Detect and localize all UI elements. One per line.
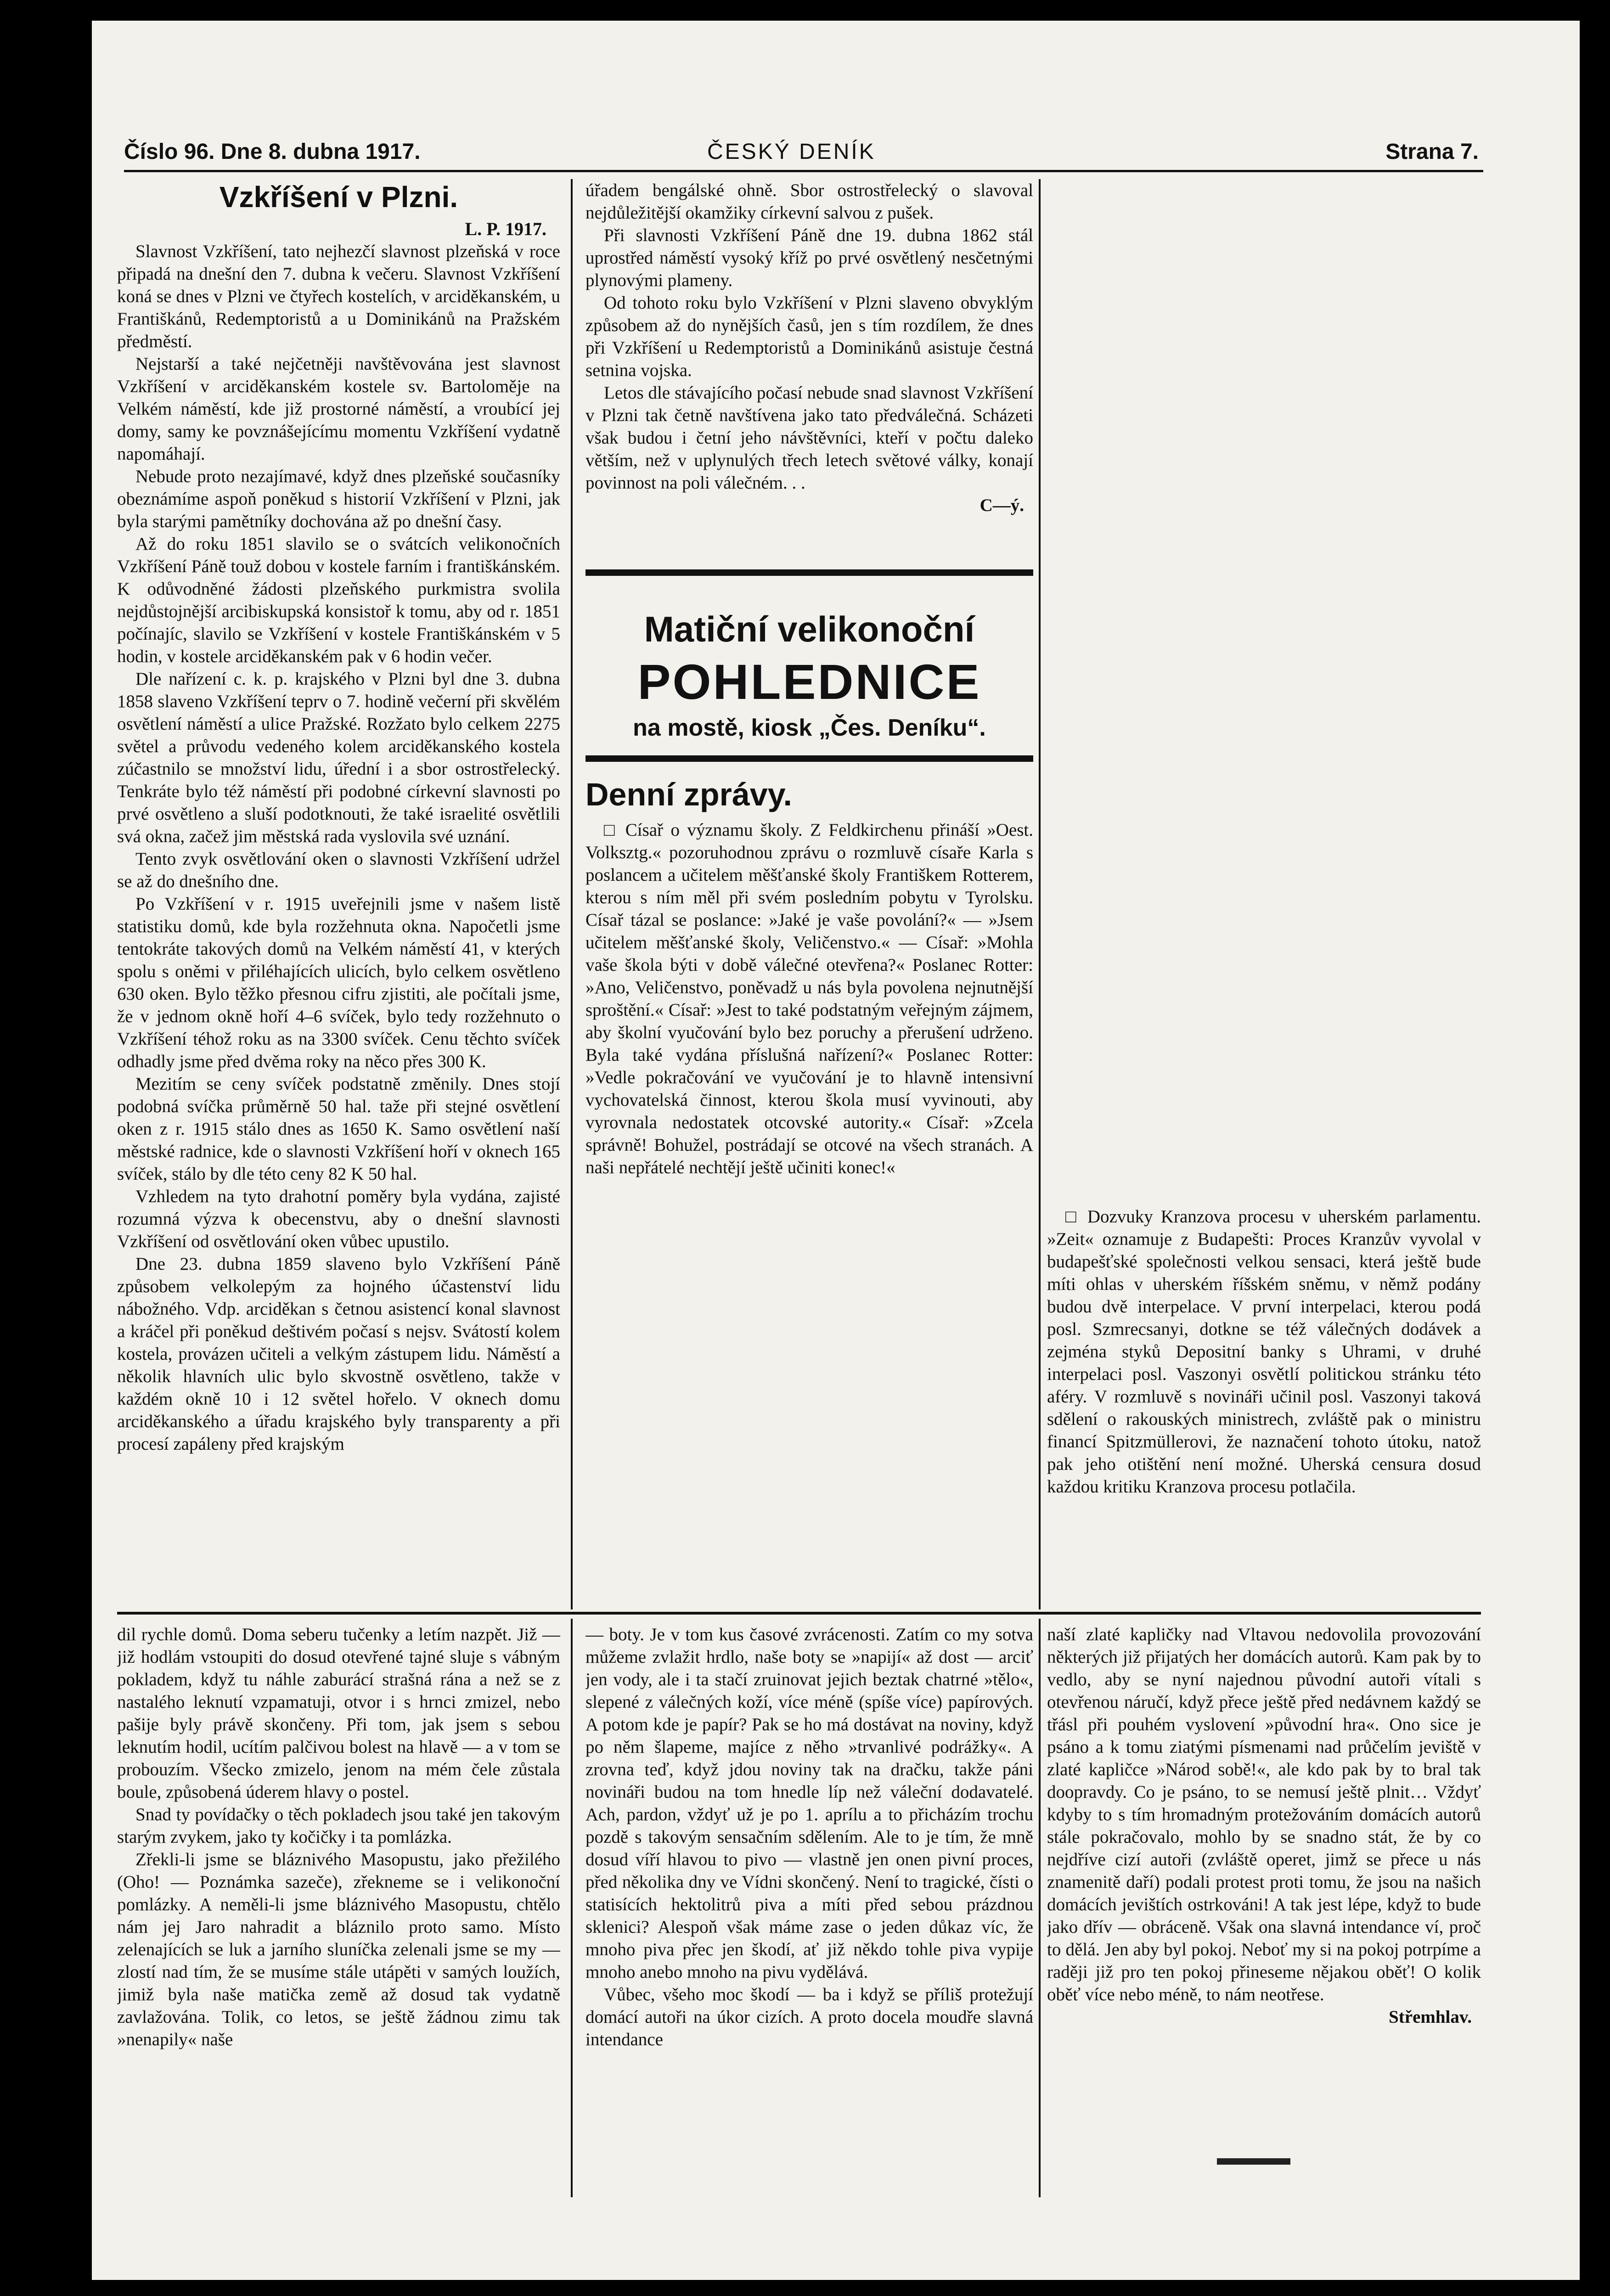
column-divider <box>571 1619 573 2197</box>
article-title: Vzkříšení v Plzni. <box>219 180 458 214</box>
paragraph: úřadem bengálské ohně. Sbor ostrostřelecký o slavoval nejdůležitější okamžiky církevní salvou z pušek. <box>585 180 1033 223</box>
article-kranz <box>1047 1205 1481 1605</box>
ad-line-3: na mostě, kiosk „Čes. Deníku“. <box>633 715 986 741</box>
paragraph: Dne 23. dubna 1859 slaveno bylo Vzkříšení Páně způsobem velkolepým za hojného účastenství lidu nábožného. Vdp. arciděkan s četnou asistencí konal slavnost a kráčel při poněkud deštivém počasí s nejsv. Svátostí kolem kostela, provázen učiteli a velkým zástupem lidu. Náměstí a několik hlavních ulic bylo skvostně osvětleno, takže v každém okně 10 i 12 světel hořelo. V oknech domu arciděkanského a úřadu krajského byly transparenty a při procesí zapáleny před krajským <box>117 1254 560 1454</box>
feuilleton-col-1 <box>117 1623 560 2197</box>
feuilleton-rule <box>117 1612 1481 1615</box>
column-divider <box>1039 179 1041 1609</box>
paragraph: Nebude proto nezajímavé, když dnes plzeňské současníky obeznámíme aspoň poněkud s historií Vzkříšení v Plzni, jak byla starými pamětníky dochována až po dnešní časy. <box>117 467 560 531</box>
advertisement <box>585 585 1033 765</box>
paragraph: Vůbec, všeho moc škodí — ba i když se příliš protežují domácí autoři na úkor cizích. A proto docela moudře slavná intendance <box>585 1985 1033 2049</box>
paragraph: Po Vzkříšení v r. 1915 uveřejnili jsme v našem listě statistiku domů, kde byla rozžehnuta okna. Napočetli jsme tentokráte takových domů na Velkém náměstí 41, v kterých spolu s oněmi v přiléhajících ulicích, bylo celkem osvětleno 630 oken. Bylo těžko přesnou cifru zjistiti, ale počítali jsme, že v jednom okně hoří 4–6 svíček, bylo tedy rozžehnuto o Vzkříšení téhož roku as na 3300 svíček. Cenu těchto svíček odhadly jsme před dvěma roky na něco přes 300 K. <box>117 894 560 1071</box>
paragraph: Mezitím se ceny svíček podstatně změnily. Dnes stojí podobná svíčka průměrně 50 hal. taže při stejné osvětlení oken z r. 1915 stálo dnes as 1650 K. Samo osvětlení naší městské radnice, kde o slavnosti Vzkříšení hoří v oknech 165 svíček, stálo by dle této ceny 82 K 50 hal. <box>117 1074 560 1184</box>
daily-news <box>585 774 1033 1371</box>
feuilleton-signature: Střemhlav. <box>1389 2007 1472 2027</box>
paragraph: Až do roku 1851 slavilo se o svátcích velikonočních Vzkříšení Páně touž dobou v kostele farním i františkánském. K odůvodněné žádosti plzeňského purkmistra svolila nejdůstojnější arcibiskupská konsistoř k tomu, aby od r. 1851 počínajíc, slavilo se Vzkříšení v kostele Františkánském v 5 hodin, v kostele arciděkanském pak v 6 hodin večer. <box>117 534 560 666</box>
article-vzkriseni-continued <box>585 179 1033 560</box>
paragraph: Slavnost Vzkříšení, tato nejhezčí slavnost plzeňská v roce připadá na dnešní den 7. dubna k večeru. Slavnost Vzkříšení koná se dnes v Plzni ve čtyřech kostelích, v arciděkanském, u Františkánů, Redemptoristů a u Dominikánů na Pražském předměstí. <box>117 242 560 351</box>
paragraph: Letos dle stávajícího počasí nebude snad slavnost Vzkříšení v Plzni tak četně navštívena jako tato předválečná. Scházeti však budou i četní jeho návštěvníci, kteří v počtu daleko větším, než v uplynulých třech letech světové války, konají povinnost na poli válečném. . . <box>585 383 1033 493</box>
newspaper-page <box>92 21 1580 2280</box>
issue-info: Číslo 96. Dne 8. dubna 1917. <box>124 140 421 164</box>
paragraph: □ Dozvuky Kranzova procesu v uherském parlamentu. »Zeit« oznamuje z Budapešti: Proces Kranzův vyvolal v budapešťské společnosti velkou sensaci, která ještě bude míti ohlas v uherském říšském sněmu, v němž podány budou dvě interpelace. V první interpelaci, kterou podá posl. Szmrecsanyi, dotkne se též válečných dodávek a zejména styků Depositní banky s Uhrami, v druhé interpelaci posl. Vaszonyi osvětlí politickou stránku této aféry. V rozmluvě s novináři učinil posl. Vaszonyi taková sdělení o rakouských ministrech, zvláště pak o ministru financí Spitzmüllerovi, že naznačení tohoto útoku, natož pak jeho otištění není možné. Uherská censura dosud každou kritiku Kranzova procesu potlačila. <box>1047 1207 1481 1497</box>
paragraph: Od tohoto roku bylo Vzkříšení v Plzni slaveno obvyklým způsobem až do nynějších časů, jen s tím rozdílem, že dnes při Vzkříšení u Redemptoristů a Dominikánů asistuje čestná setnina vojska. <box>585 293 1033 380</box>
article-signature: C—ý. <box>980 495 1024 515</box>
paragraph: — boty. Je v tom kus časové zvrácenosti. Zatím co my sotva můžeme zvlažit hrdlo, naše boty se »napijí« až dost — arciť jen vody, ale i ta stačí zruinovat jejich beztak chatrné »tělo«, slepené z válečných koží, více méně (spíše více) papírových. A potom kde je papír? Pak se ho má dostávat na noviny, když po něm šlapeme, majíce z něho »trvanlivé podrážky«. A zrovna teď, když jdou noviny tak na dračku, takže páni novináři budou na tom hnedle líp než váleční dodavatelé. Ach, pardon, vždyť už je po 1. aprílu a to přicházím trochu pozdě s takovým sensačním sdělením. Ale to je tím, že mně dosud víří hlavou to pivo — vlastně jen onen pivní proces, před několika dny ve Vídni skončený. Není to tragické, čísti o statisících hektolitrů piva a míti před sebou prázdnou sklenici? Alespoň však máme zase o jeden důkaz víc, že mnoho piva přec jen škodí, ať již někdo tohle piva vypije mnoho anebo mnoho na pivu vydělává. <box>585 1625 1033 1982</box>
page-number: Strana 7. <box>1385 140 1479 164</box>
header-rule <box>124 170 1483 172</box>
paragraph: Při slavnosti Vzkříšení Páně dne 19. dubna 1862 stál uprostřed náměstí vysoký kříž po prvé osvětlený nesčetnými plynovými plameny. <box>585 225 1033 290</box>
ad-bottom-rule <box>585 755 1033 762</box>
masthead: ČESKÝ DENÍK <box>707 140 876 164</box>
article-vzkriseni <box>117 179 560 1605</box>
paragraph: Tento zvyk osvětlování oken o slavnosti Vzkříšení udržel se až do dnešního dne. <box>117 849 560 891</box>
column-divider <box>1039 1619 1041 2197</box>
paragraph: Vzhledem na tyto drahotní poměry byla vydána, zajisté rozumná výzva k obecenstvu, aby o dnešní slavnosti Vzkříšení od osvětlování oken vůbec upustilo. <box>117 1187 560 1251</box>
paragraph: Zřekli-li jsme se bláznivého Masopustu, jako přežilého (Oho! — Poznámka sazeče), zřekneme se i velikonoční pomlázky. A neměli-li jsme bláznivého Masopustu, chtělo nám jej Jaro nahradit a bláznilo proto samo. Místo zelenajících se luk a jarního sluníčka zelenali jsme se my — zlostí nad tím, že se musíme stále utápěti v samých loužích, jimiž byla naše matička země až dosud tak vydatně zavlažována. Tolik, co letos, se ještě žádnou zimu tak »nenapily« naše <box>117 1850 560 2049</box>
section-heading: Denní zprávy. <box>585 777 792 812</box>
column-divider <box>571 179 573 1609</box>
end-mark <box>1217 2158 1290 2165</box>
paragraph: Snad ty povídačky o těch pokladech jsou také jen takovým starým zvykem, jako ty kočičky i ta pomlázka. <box>117 1805 560 1847</box>
paragraph: dil rychle domů. Doma seberu tučenky a letím nazpět. Již — již hodlám vstoupiti do dosud otevřené tajné sluje s vábným pokladem, když tu náhle zaburácí strašná rána a než se z nastalého leknutí vzpamatuji, otvor i s hrnci zmizel, nebo pašije byly právě skončeny. Při tom, jak jsem s sebou leknutím hodil, ucítím palčivou bolest na hlavě — a v tom se probouzím. Všecko zmizelo, jenom na mém čele zůstala boule, způsobená úderem hlavy o postel. <box>117 1625 560 1802</box>
page-header <box>124 139 1479 171</box>
feuilleton-col-3 <box>1047 1623 1481 2197</box>
ad-line-2: POHLEDNICE <box>637 654 981 709</box>
ad-line-1: Matiční velikonoční <box>644 609 975 649</box>
ad-top-rule <box>585 569 1033 576</box>
paragraph: □ Císař o významu školy. Z Feldkirchenu přináší »Oest. Volksztg.« pozoruhodnou zprávu o rozmluvě císaře Karla s poslancem a učitelem měšťanské školy Františkem Rotterem, kterou s ním měl při svém posledním pobytu v Tyrolsku. Císař tázal se poslance: »Jaké je vaše povolání?« — »Jsem učitelem měšťanské školy, Veličenstvo.« — Císař: »Mohla vaše škola býti v době válečné otevřena?« Poslanec Rotter: »Ano, Veličenstvo, poněvadž u nás byla povolena nejnutnější sproštění.« Císař: »Jest to také podstatným veřejným zájmem, aby školní vyučování bylo bez poruchy a přerušení udrženo. Byla také vydána příslušná nařízení?« Poslanec Rotter: »Vedle pokračování ve vyučování je to hlavně intensivní vychovatelská činnost, kterou škola musí vyvinouti, aby vyrovnala nedostatek otcovské autority.« Císař: »Zcela správně! Bohužel, postrádají se otcové na všech stranách. A naši nepřátelé nechtějí ještě učiniti konec!« <box>585 820 1033 1177</box>
article-date: L. P. 1917. <box>465 219 546 239</box>
paragraph: Dle nařízení c. k. p. krajského v Plzni byl dne 3. dubna 1858 slaveno Vzkříšení teprv o 7. hodině večerní při skvělém osvětlení náměstí a ulice Pražské. Rozžato bylo celkem 2275 světel a průvodu vedeného kolem arciděkanského kostela zúčastnilo se množství lidu, úřední i a sbor ostrostřelecký. Tenkráte bylo též náměstí při podobné církevní slavnosti po prvé osvětleno a sluší podotknouti, že také israelité osvětlili svá okna, začež jim městská rada vyslovila své uznání. <box>117 669 560 846</box>
paragraph: naší zlaté kapličky nad Vltavou nedovolila provozování některých již přijatých her domácích autorů. Kam pak by to vedlo, aby se nyní najednou původní autoři vítali s otevřenou náručí, když přece ještě před nedávnem každý se třásl při pouhém vyslovení »původní hra«. Ono sice je psáno a k tomu ziatými písmenami nad průčelím jeviště v zlaté kapličce »Národ sobě!«, ale kdo pak by to bral tak doopravdy. Co je psáno, to se nemusí ještě plnit… Vždyť kdyby to s tím hromadným protežováním domácích autorů stále pokračovalo, mohlo by se snadno stát, že by co nejdříve cizí autoři (zvláště operet, jimž se přece u nás znamenitě daří) podali protest proti tomu, že jsou na našich domácích jevištích ostrkováni! A tak jest lépe, když to bude jako dřív — obráceně. Však ona slavná intendance ví, proč to dělá. Jen aby byl pokoj. Neboť my si na pokoj potrpíme a raději již pro ten pokoj přineseme nějakou oběť! O kolik oběť více nebo méně, to nám neotřese. <box>1047 1625 1481 2004</box>
feuilleton-col-2 <box>585 1623 1033 2197</box>
paragraph: Nejstarší a také nejčetněji navštěvována jest slavnost Vzkříšení v arciděkanském kostele sv. Bartoloměje na Velkém náměstí, kde již prostorné náměstí, a vroubící jej domy, samy ke povznášejícímu momentu Vzkříšení vydatně napomáhají. <box>117 354 560 464</box>
